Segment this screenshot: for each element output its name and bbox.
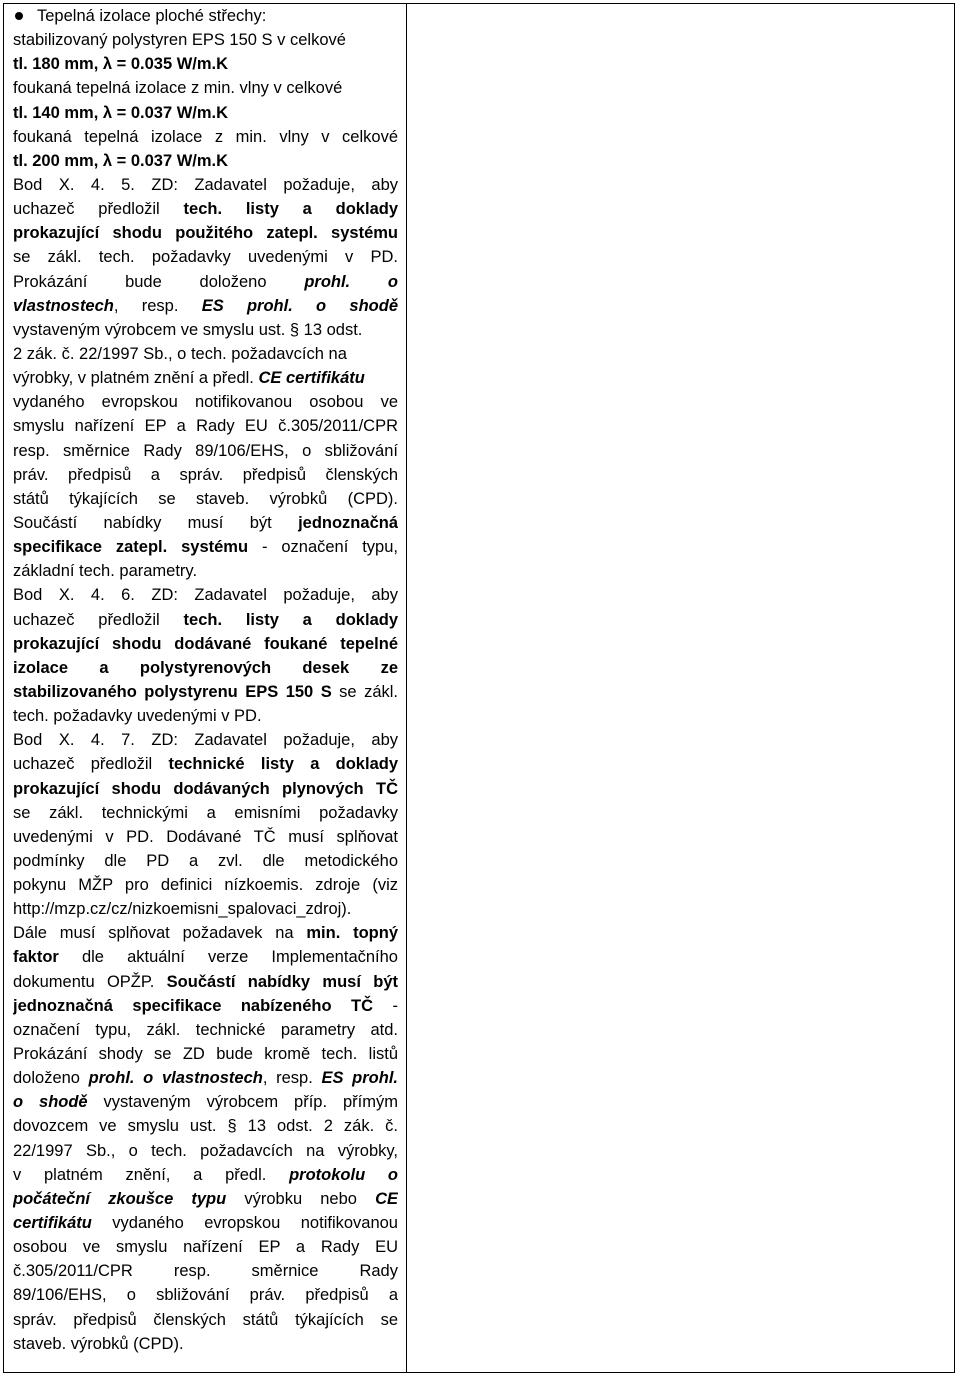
text-segment: uchazeč předložil xyxy=(13,610,184,629)
text-line xyxy=(13,1332,398,1356)
text-segment: vlastnostech xyxy=(13,296,114,315)
text-line xyxy=(13,680,398,704)
text-segment: se zákl. xyxy=(331,682,398,701)
text-line xyxy=(13,1018,398,1042)
text-segment: tl. 200 mm, λ = 0.037 W/m.K xyxy=(13,151,229,170)
text-segment: izolace a polystyrenových desek ze xyxy=(13,658,398,677)
text-segment: http://mzp.cz/cz/nizkoemisni_spalovaci_zdroj). xyxy=(13,900,352,919)
text-segment: základní tech. parametry. xyxy=(13,562,198,581)
text-segment: se zákl. technickými a emisními požadavky xyxy=(13,803,398,822)
text-line xyxy=(13,414,398,438)
text-line xyxy=(13,897,398,921)
text-segment: certifikátu xyxy=(13,1214,92,1233)
text-segment: dovozcem ve smyslu ust. § 13 odst. 2 zák. č. xyxy=(13,1117,398,1136)
text-segment: doloženo xyxy=(13,1069,89,1088)
text-segment: výrobky, v platném znění a předl. xyxy=(13,369,259,388)
text-segment: CE xyxy=(375,1189,398,1208)
text-line xyxy=(13,1139,398,1163)
text-segment: dle aktuální verze Implementačního xyxy=(58,948,398,967)
text-line xyxy=(13,173,398,197)
text-segment: staveb. výrobků (CPD). xyxy=(13,1334,184,1353)
text-line xyxy=(13,825,398,849)
text-segment: prokazující shodu dodávaných plynových TČ xyxy=(13,779,398,798)
text-segment: uchazeč předložil xyxy=(13,200,184,219)
text-line xyxy=(13,752,398,776)
text-segment: ES prohl. o shodě xyxy=(201,296,398,315)
text-segment: tl. 140 mm, λ = 0.037 W/m.K xyxy=(13,103,229,122)
text-segment: jednoznačná specifikace nabízeného TČ xyxy=(13,996,374,1015)
text-segment: v platném znění, a předl. xyxy=(13,1165,290,1184)
text-segment: Prokázání shody se ZD bude kromě tech. listů xyxy=(13,1045,398,1064)
left-cell xyxy=(13,4,398,1356)
bullet-icon xyxy=(15,12,23,20)
text-line xyxy=(13,294,398,318)
text-segment: vystaveným výrobcem ve smyslu ust. § 13 odst. xyxy=(13,320,363,339)
text-line xyxy=(13,728,398,752)
text-line xyxy=(13,439,398,463)
text-line xyxy=(13,125,398,149)
text-line xyxy=(13,4,398,28)
text-segment: tl. 180 mm, λ = 0.035 W/m.K xyxy=(13,55,229,74)
text-segment: tech. požadavky uvedenými v PD. xyxy=(13,707,262,726)
text-segment: - xyxy=(373,996,398,1015)
text-segment: 2 zák. č. 22/1997 Sb., o tech. požadavcích na xyxy=(13,344,347,363)
text-line xyxy=(13,76,398,100)
text-segment: technické listy a doklady xyxy=(168,755,398,774)
text-segment: výrobku nebo xyxy=(226,1189,376,1208)
text-segment: jednoznačná xyxy=(298,513,398,532)
text-segment: Bod X. 4. 7. ZD: Zadavatel požaduje, aby xyxy=(13,731,398,750)
text-line xyxy=(13,390,398,414)
column-divider xyxy=(406,4,407,1372)
text-line xyxy=(13,1308,398,1332)
text-segment: se zákl. tech. požadavky uvedenými v PD. xyxy=(13,248,398,267)
text-line xyxy=(13,318,398,342)
text-segment: tech. listy a doklady xyxy=(183,610,398,629)
text-segment: osobou ve smyslu nařízení EP a Rady EU xyxy=(13,1238,398,1257)
text-line xyxy=(13,221,398,245)
text-line xyxy=(13,632,398,656)
text-segment: č.305/2011/CPR resp. směrnice Rady xyxy=(13,1262,398,1281)
text-segment: Bod X. 4. 6. ZD: Zadavatel požaduje, aby xyxy=(13,586,398,605)
text-line xyxy=(13,52,398,76)
text-line xyxy=(13,945,398,969)
text-line xyxy=(13,1187,398,1211)
text-line xyxy=(13,28,398,52)
text-segment: foukaná tepelná izolace z min. vlny v celkové xyxy=(13,79,343,98)
text-line xyxy=(13,149,398,173)
text-line xyxy=(13,921,398,945)
text-line xyxy=(13,245,398,269)
text-line xyxy=(13,608,398,632)
text-line xyxy=(13,487,398,511)
text-line xyxy=(13,366,398,390)
text-segment: pokynu MŽP pro definici nízkoemis. zdroje (viz xyxy=(13,876,398,895)
text-segment: států týkajících se staveb. výrobků (CPD). xyxy=(13,489,398,508)
text-line xyxy=(13,559,398,583)
text-segment: vystaveným výrobcem příp. přímým xyxy=(87,1093,398,1112)
text-segment: uchazeč předložil xyxy=(13,755,169,774)
text-segment: Prokázání bude doloženo xyxy=(13,272,305,291)
text-segment: dokumentu OPŽP. xyxy=(13,972,167,991)
text-line xyxy=(13,511,398,535)
text-line xyxy=(13,801,398,825)
text-segment: min. topný xyxy=(306,924,398,943)
text-segment: podmínky dle PD a zvl. dle metodického xyxy=(13,851,398,870)
text-segment: o shodě xyxy=(13,1093,88,1112)
text-segment: uvedenými v PD. Dodávané TČ musí splňovat xyxy=(13,827,398,846)
text-segment: CE certifikátu xyxy=(258,369,365,388)
text-segment: prokazující shodu dodávané foukané tepelné xyxy=(13,634,398,653)
text-line xyxy=(13,704,398,728)
text-segment: resp. směrnice Rady 89/106/EHS, o sbližování xyxy=(13,441,398,460)
text-segment: správ. předpisů členských států týkajících se xyxy=(13,1310,398,1329)
text-line xyxy=(13,535,398,559)
text-segment: Tepelná izolace ploché střechy: xyxy=(37,7,267,25)
text-segment: tech. listy a doklady xyxy=(183,200,398,219)
text-segment: 89/106/EHS, o sbližování práv. předpisů a xyxy=(13,1286,398,1305)
text-line xyxy=(13,970,398,994)
text-line xyxy=(13,849,398,873)
text-segment: - označení typu, xyxy=(248,538,398,557)
text-segment: faktor xyxy=(13,948,59,967)
text-segment: foukaná tepelná izolace z min. vlny v celkové xyxy=(13,127,398,146)
text-segment: práv. předpisů a správ. předpisů členských xyxy=(13,465,398,484)
text-segment: , resp. xyxy=(262,1069,322,1088)
text-line xyxy=(13,1090,398,1114)
text-segment: Dále musí splňovat požadavek na xyxy=(13,924,307,943)
text-segment: vydaného evropskou notifikovanou xyxy=(91,1214,398,1233)
text-line xyxy=(13,777,398,801)
text-line xyxy=(13,583,398,607)
text-segment: prohl. o xyxy=(304,272,398,291)
text-segment: protokolu o xyxy=(289,1165,398,1184)
text-segment: smyslu nařízení EP a Rady EU č.305/2011/CPR xyxy=(13,417,398,436)
text-line xyxy=(13,270,398,294)
text-line xyxy=(13,463,398,487)
text-segment: specifikace zatepl. systému xyxy=(13,538,249,557)
text-line xyxy=(13,342,398,366)
text-line xyxy=(13,101,398,125)
text-line xyxy=(13,1211,398,1235)
text-segment: ES prohl. xyxy=(321,1069,398,1088)
text-line xyxy=(13,656,398,680)
text-segment: , resp. xyxy=(113,296,202,315)
text-segment: prohl. o vlastnostech xyxy=(88,1069,263,1088)
text-line xyxy=(13,1235,398,1259)
document-table xyxy=(3,3,955,1373)
text-segment: Součástí nabídky musí být xyxy=(166,972,398,991)
text-line xyxy=(13,873,398,897)
text-line xyxy=(13,1283,398,1307)
text-segment: označení typu, zákl. technické parametry atd. xyxy=(13,1020,398,1039)
text-line xyxy=(13,1042,398,1066)
text-line xyxy=(13,994,398,1018)
text-segment: stabilizovaný polystyren EPS 150 S v celkové xyxy=(13,31,346,50)
text-segment: 22/1997 Sb., o tech. požadavcích na výrobky, xyxy=(13,1141,398,1160)
text-segment: stabilizovaného polystyrenu EPS 150 S xyxy=(13,682,332,701)
text-line xyxy=(13,1259,398,1283)
text-segment: Součástí nabídky musí být xyxy=(13,513,299,532)
text-line xyxy=(13,197,398,221)
text-line xyxy=(13,1066,398,1090)
text-line xyxy=(13,1114,398,1138)
text-segment: vydaného evropskou notifikovanou osobou ve xyxy=(13,393,398,412)
text-segment: Bod X. 4. 5. ZD: Zadavatel požaduje, aby xyxy=(13,175,398,194)
text-line xyxy=(13,1163,398,1187)
text-segment: prokazující shodu použitého zatepl. systému xyxy=(13,224,398,243)
text-segment: počáteční zkoušce typu xyxy=(13,1189,227,1208)
